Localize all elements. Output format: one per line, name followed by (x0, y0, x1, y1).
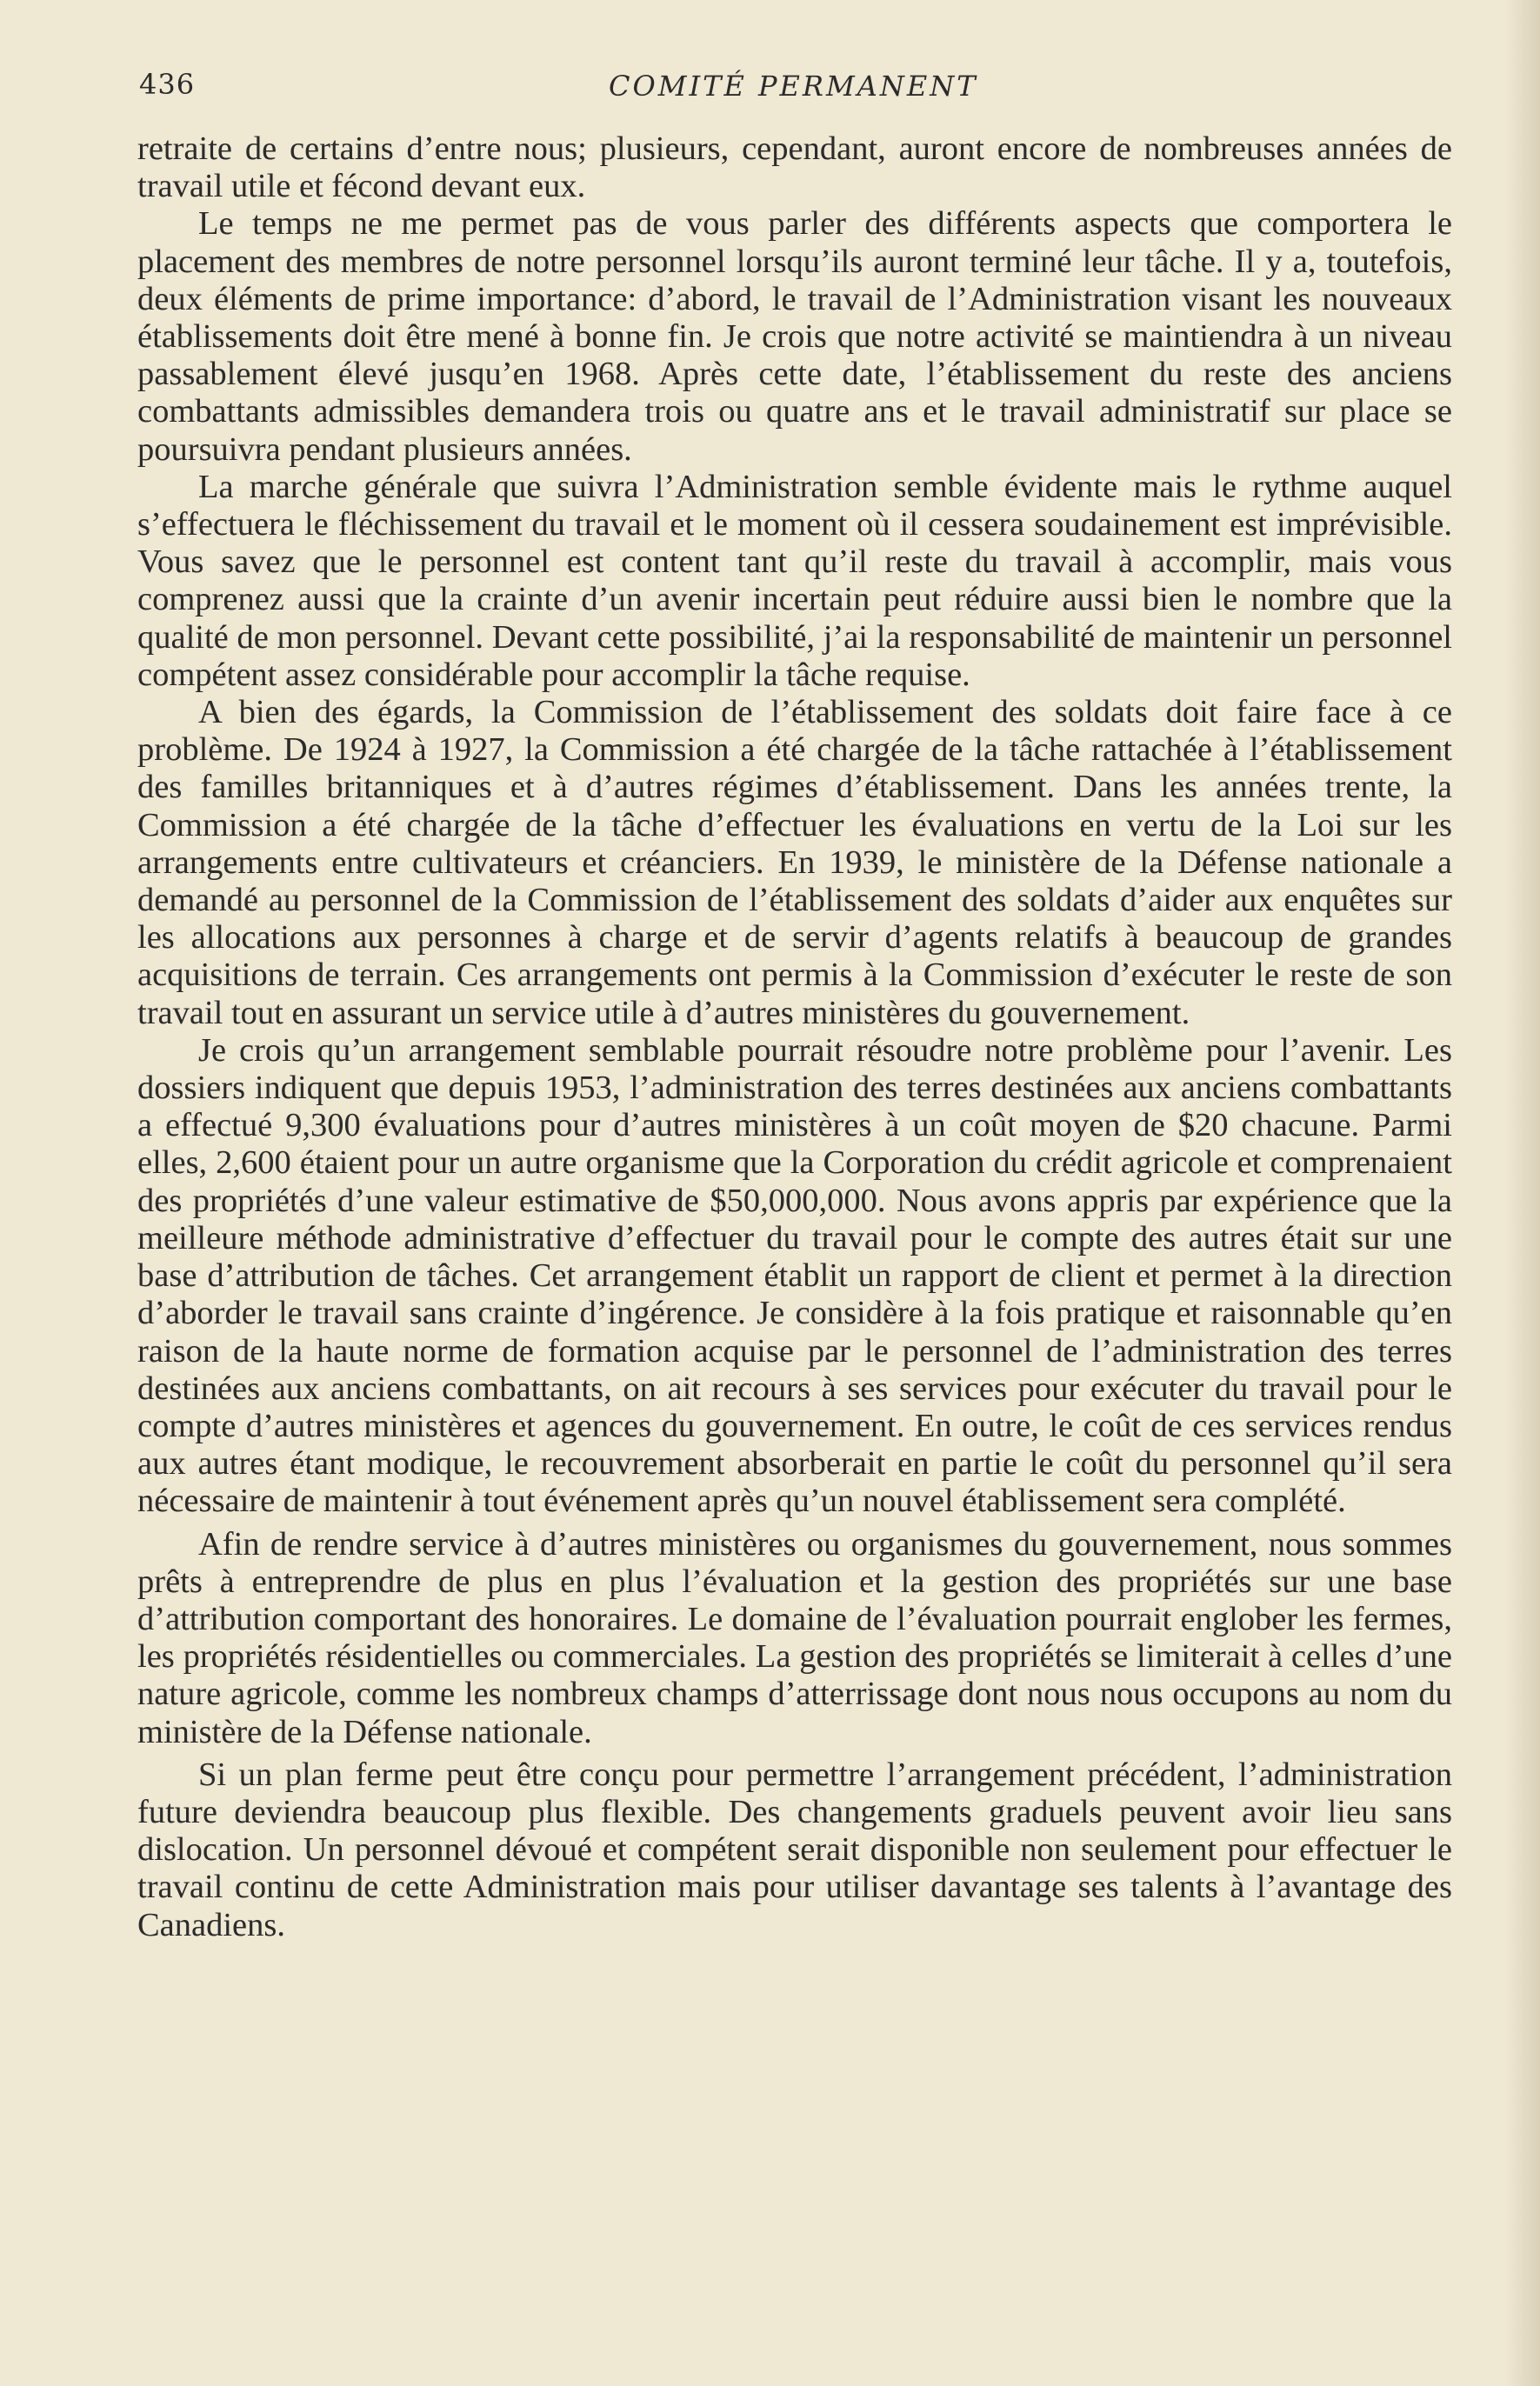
body-text (137, 130, 1452, 1944)
paragraph-3: La marche générale que suivra l’Administration semble évidente mais le rythme auquel s’effectuera le fléchissement du travail et le moment où il cessera soudainement est imprévisible. Vous savez que le personnel est content tant qu’il reste du travail à accomplir, mais vous comprenez aussi que la crainte d’un avenir incertain peut réduire aussi bien le nombre que la qualité de mon personnel. Devant cette possibilité, j’ai la responsabilité de maintenir un personnel compétent assez considérable pour accomplir la tâche requise. (137, 468, 1452, 693)
paragraph-2: Le temps ne me permet pas de vous parler des différents aspects que comportera le placement des membres de notre personnel lorsqu’ils auront terminé leur tâche. Il y a, toutefois, deux éléments de prime importance: d’abord, le travail de l’Administration visant les nouveaux établissements doit être mené à bonne fin. Je crois que notre activité se maintiendra à un niveau passablement élevé jusqu’en 1968. Après cette date, l’établissement du reste des anciens combattants admissibles demandera trois ou quatre ans et le travail administratif sur place se poursuivra pendant plusieurs années. (137, 205, 1452, 468)
paragraph-4: A bien des égards, la Commission de l’établissement des soldats doit faire face à ce problème. De 1924 à 1927, la Commission a été chargée de la tâche rattachée à l’établissement des familles britanniques et à d’autres régimes d’établissement. Dans les années trente, la Commission a été chargée de la tâche d’effectuer les évaluations en vertu de la Loi sur les arrangements entre cultivateurs et créanciers. En 1939, le ministère de la Défense nationale a demandé au personnel de la Commission de l’établissement des soldats d’aider aux enquêtes sur les allocations aux personnes à charge et de servir d’agents relatifs à beaucoup de grandes acquisitions de terrain. Ces arrangements ont permis à la Commission d’exécuter le reste de son travail tout en assurant un service utile à d’autres ministères du gouvernement. (137, 694, 1452, 1031)
paragraph-7: Si un plan ferme peut être conçu pour permettre l’arrangement précédent, l’administration future deviendra beaucoup plus flexible. Des changements graduels peuvent avoir lieu sans dislocation. Un personnel dévoué et compétent serait disponible non seulement pour effectuer le travail continu de cette Administration mais pour utiliser davantage ses talents à l’avantage des Canadiens. (137, 1756, 1452, 1943)
paragraph-6: Afin de rendre service à d’autres ministères ou organismes du gouvernement, nous sommes prêts à entreprendre de plus en plus l’évaluation et la gestion des propriétés sur une base d’attribution comportant des honoraires. Le domaine de l’évaluation pourrait englober les fermes, les propriétés résidentielles ou commerciales. La gestion des propriétés se limiterait à celles d’une nature agricole, comme les nombreux champs d’atterrissage dont nous nous occupons au nom du ministère de la Défense nationale. (137, 1525, 1452, 1750)
paragraph-5: Je crois qu’un arrangement semblable pourrait résoudre notre problème pour l’avenir. Les dossiers indiquent que depuis 1953, l’administration des terres destinées aux anciens combattants a effectué 9,300 évaluations pour d’autres ministères à un coût moyen de $20 chacune. Parmi elles, 2,600 étaient pour un autre organisme que la Corporation du crédit agricole et comprenaient des propriétés d’une valeur estimative de $50,000,000. Nous avons appris par expérience que la meilleure méthode administrative d’effectuer du travail pour le compte des autres était sur une base d’attribution de tâches. Cet arrangement établit un rapport de client et permet à la direction d’aborder le travail sans crainte d’ingérence. Je considère à la fois pratique et raisonnable qu’en raison de la haute norme de formation acquise par le personnel de l’administration des terres destinées aux anciens combattants, on ait recours à ses services pour exécuter du travail pour le compte d’autres ministères et agences du gouvernement. En outre, le coût de ces services rendus aux autres étant modique, le recouvrement absorberait en partie le coût du personnel qu’il sera nécessaire de maintenir à tout événement après qu’un nouvel établissement sera complété. (137, 1031, 1452, 1520)
running-head: COMITÉ PERMANENT (609, 70, 978, 103)
page-header (139, 68, 1443, 111)
paragraph-1: retraite de certains d’entre nous; plusieurs, cependant, auront encore de nombreuses années de travail utile et fécond devant eux. (137, 130, 1452, 205)
page-number: 436 (139, 68, 196, 101)
page-edge-shadow (1505, 0, 1540, 2386)
